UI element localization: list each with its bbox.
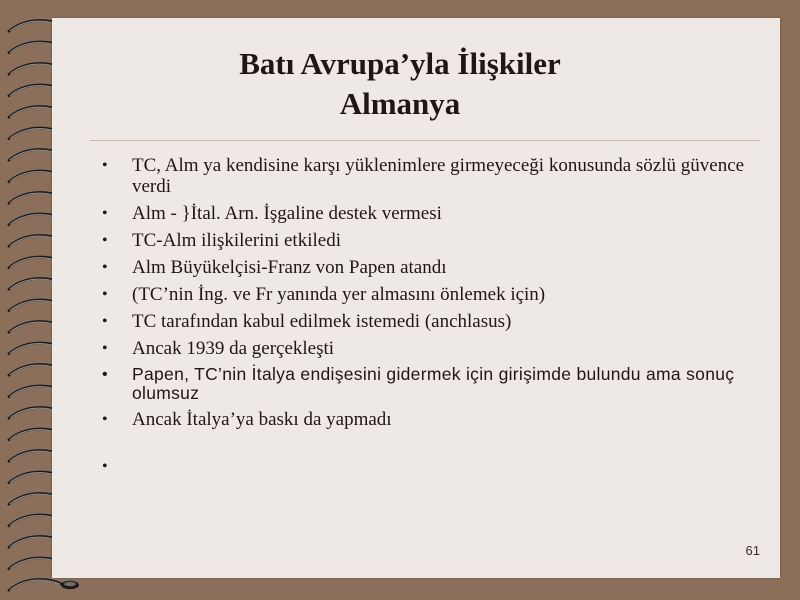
- bullet-item: [102, 409, 762, 430]
- bullet-dot-icon: •: [102, 259, 108, 276]
- bullet-dot-icon: •: [102, 313, 108, 330]
- bullet-text: TC tarafından kabul edilmek istemedi (anchlasus): [132, 311, 512, 332]
- bullet-text: Alm - }İtal. Arn. İşgaline destek vermesi: [132, 203, 442, 224]
- bullet-text: TC-Alm ilişkilerini etkiledi: [132, 230, 341, 251]
- title-divider: [90, 140, 760, 141]
- bullet-dot-icon: •: [102, 366, 108, 383]
- spiral-coil: [8, 579, 62, 591]
- bullet-text: (TC’nin İng. ve Fr yanında yer almasını önlemek için): [132, 284, 546, 305]
- bullet-item: [102, 365, 762, 403]
- bullet-item: [102, 155, 762, 197]
- bullet-item: [102, 203, 762, 224]
- bullet-item: [102, 230, 762, 251]
- page-number: 61: [745, 543, 760, 558]
- bullet-dot-icon: •: [102, 340, 108, 357]
- title-line-2: Almanya: [339, 86, 461, 121]
- bullet-item: [102, 257, 762, 278]
- bullet-text: Alm Büyükelçisi-Franz von Papen atandı: [132, 257, 447, 278]
- bullet-text: Ancak İtalya’ya baskı da yapmadı: [132, 409, 392, 430]
- title-line-1: Batı Avrupa’yla İlişkiler: [239, 46, 561, 81]
- bullet-dot-icon: •: [102, 286, 108, 303]
- bullet-dot-icon: •: [102, 157, 108, 174]
- bullet-item: [102, 338, 762, 359]
- bullet-text: TC, Alm ya kendisine karşı yüklenimlere girmeyeceği konusunda sözlü güvence verdi: [132, 155, 745, 197]
- bullet-dot-icon: •: [102, 205, 108, 222]
- bullet-text: Ancak 1939 da gerçekleşti: [132, 338, 335, 359]
- bullet-text: Papen, TC’nin İtalya endişesini gidermek için girişimde bulundu ama sonuç olumsuz: [132, 364, 735, 403]
- spiral-coil-highlight: [10, 580, 60, 590]
- binding-hole-shine: [64, 582, 76, 586]
- slide-title: [0, 44, 800, 124]
- bullet-list: [102, 155, 762, 475]
- bullet-item: [102, 311, 762, 332]
- bullet-dot-icon: •: [102, 232, 108, 249]
- bullet-dot-icon: •: [102, 411, 108, 428]
- bullet-dot-icon: •: [102, 458, 108, 475]
- bullet-item: [102, 284, 762, 305]
